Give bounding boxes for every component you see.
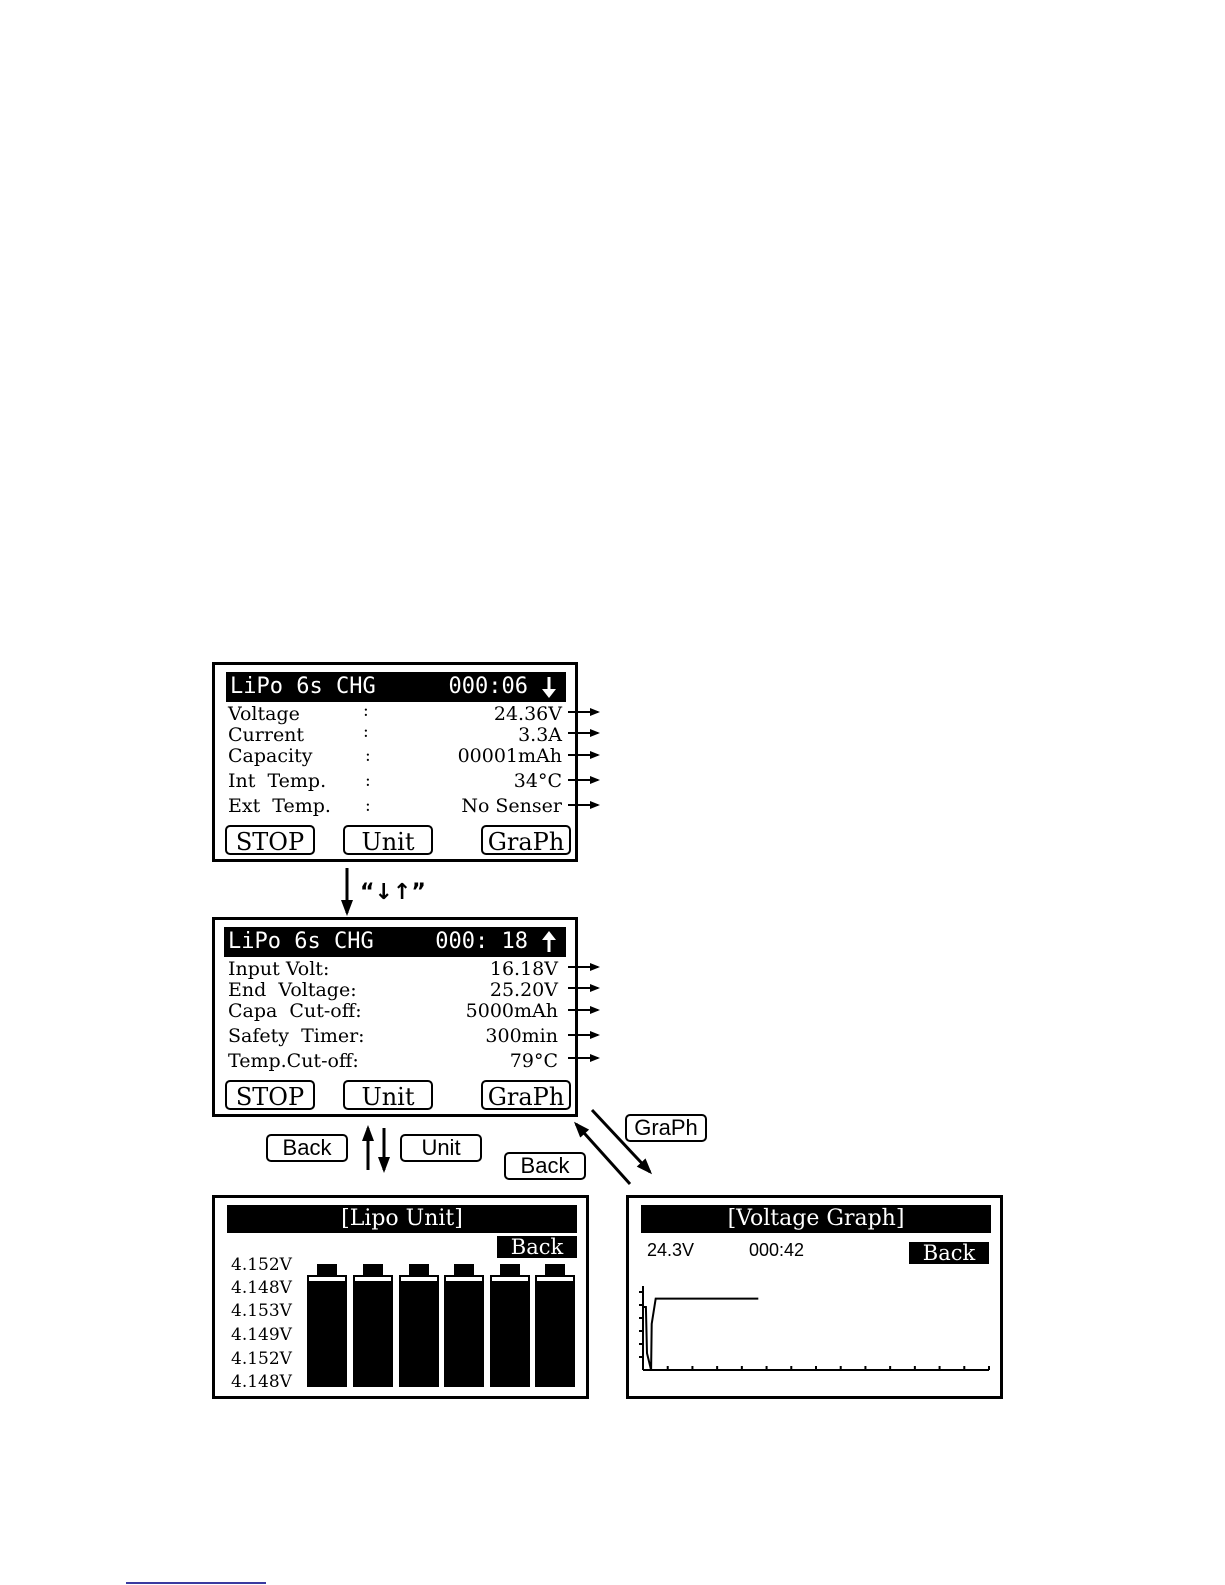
colon: : [365, 796, 371, 816]
row-value-capacity: 00001mAh [457, 745, 562, 767]
back-button[interactable]: Back [497, 1236, 577, 1258]
row-label-end-voltage: End Voltage: [228, 979, 357, 1001]
row-label-voltage: Voltage [228, 703, 300, 725]
row-value-current: 3.3A [518, 724, 562, 746]
row-value-voltage: 24.36V [493, 703, 562, 725]
graph-voltage: 24.3V [647, 1240, 695, 1260]
back-key-button[interactable]: Back [266, 1134, 348, 1162]
screen-1-time: 000:06 [448, 674, 528, 699]
cell-voltage-2: 4.148V [231, 1278, 292, 1298]
screen-2-time: 000: 18 [435, 929, 528, 954]
unit-button[interactable]: Unit [343, 1080, 433, 1110]
row-label-capa-cutoff: Capa Cut-off: [228, 1000, 362, 1022]
row-label-safety-timer: Safety Timer: [228, 1025, 365, 1047]
graph-time: 000:42 [749, 1240, 805, 1260]
row-label-int-temp: Int Temp. [228, 770, 327, 792]
row-label-capacity: Capacity [228, 745, 313, 767]
stop-button[interactable]: STOP [225, 825, 315, 855]
row-label-ext-temp: Ext Temp. [228, 795, 331, 817]
row-label-current: Current [228, 724, 305, 746]
unit-button[interactable]: Unit [343, 825, 433, 855]
row-label-input-volt: Input Volt: [228, 958, 330, 980]
transition-label: “↓↑” [360, 880, 426, 905]
cell-voltage-4: 4.149V [231, 1325, 292, 1345]
row-value-end-voltage: 25.20V [489, 979, 558, 1001]
cell-voltage-1: 4.152V [231, 1255, 292, 1275]
graph-button[interactable]: GraPh [481, 825, 571, 855]
row-value-input-volt: 16.18V [489, 958, 558, 980]
cell-voltage-5: 4.152V [231, 1349, 292, 1369]
cell-screen-title: [Lipo Unit] [227, 1205, 577, 1233]
row-value-ext-temp: No Senser [461, 795, 562, 817]
cell-voltage-3: 4.153V [231, 1301, 292, 1321]
cell-voltage-6: 4.148V [231, 1372, 292, 1392]
screen-2-title: LiPo 6s CHG [228, 929, 374, 954]
row-label-temp-cutoff: Temp.Cut-off: [228, 1050, 359, 1072]
colon: : [365, 746, 371, 766]
colon: : [363, 701, 369, 721]
arrow-diagonal-down-icon [592, 1110, 650, 1172]
graph-button[interactable]: GraPh [481, 1080, 571, 1110]
arrow-diagonal-up-icon [576, 1124, 630, 1184]
unit-key-button[interactable]: Unit [400, 1134, 482, 1162]
row-value-int-temp: 34°C [513, 770, 562, 792]
graph-screen-title: [Voltage Graph] [641, 1205, 991, 1233]
screen-1-title: LiPo 6s CHG [230, 674, 376, 699]
back-button[interactable]: Back [909, 1242, 989, 1264]
colon: : [365, 771, 371, 791]
row-value-safety-timer: 300min [485, 1025, 558, 1047]
colon: : [363, 722, 369, 742]
back-key-button-right[interactable]: Back [504, 1152, 586, 1180]
graph-key-button[interactable]: GraPh [625, 1114, 707, 1142]
stop-button[interactable]: STOP [225, 1080, 315, 1110]
row-value-capa-cutoff: 5000mAh [465, 1000, 558, 1022]
row-value-temp-cutoff: 79°C [509, 1050, 558, 1072]
